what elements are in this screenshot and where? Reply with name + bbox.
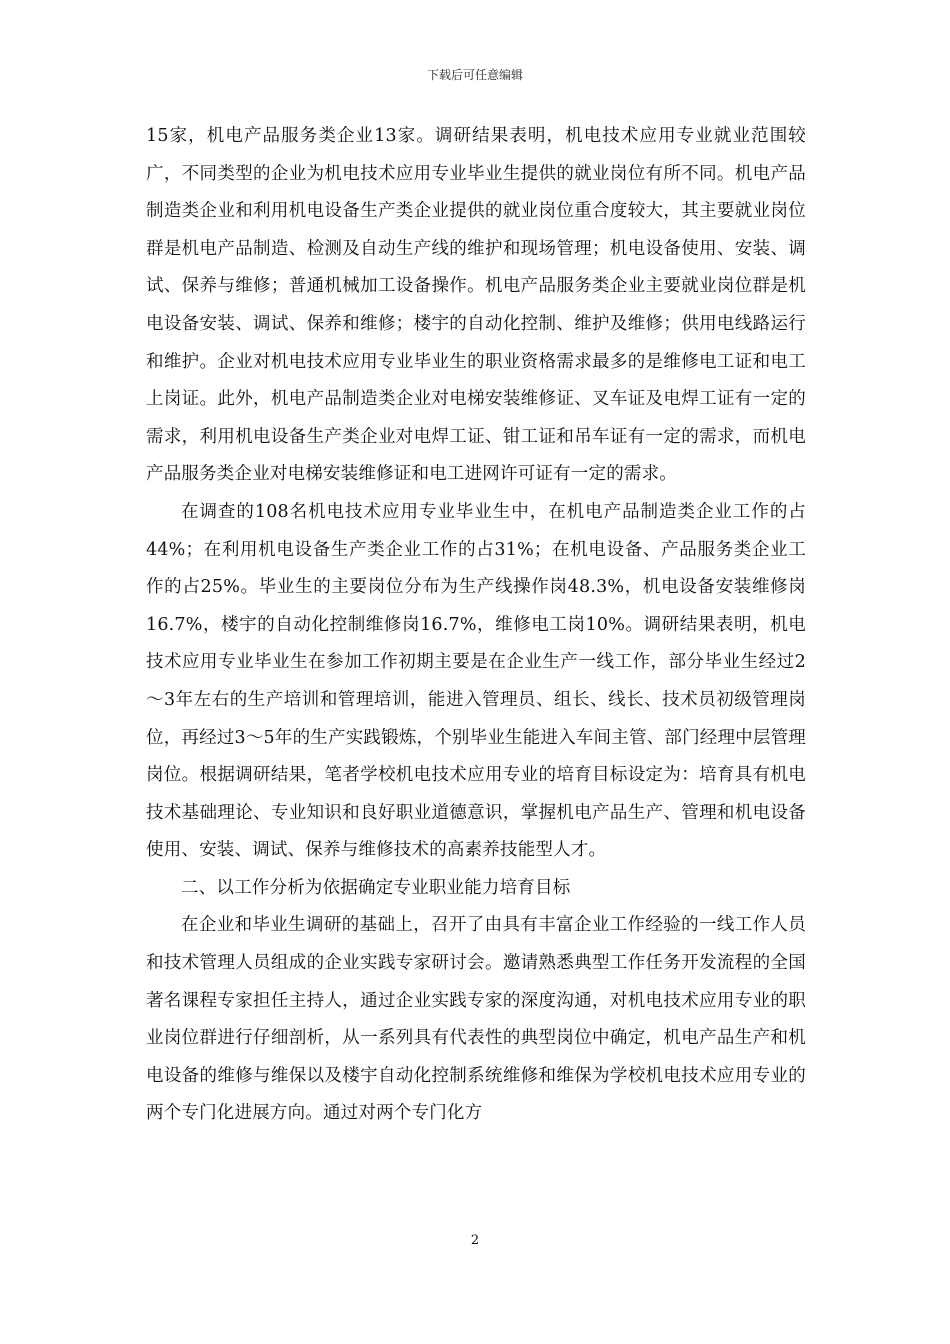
paragraph-employment-scope: 15家，机电产品服务类企业13家。调研结果表明，机电技术应用专业就业范围较广，不同类型的企业为机电技术应用专业毕业生提供的就业岗位有所不同。机电产品制造类企业和利用机电设备生产类企业提供的就业岗位重合度较大，其主要就业岗位群是机电产品制造、检测及自动生产线的维护和现场管理；机电设备使用、安装、调试、保养与维修；普通机械加工设备操作。机电产品服务类企业主要就业岗位群是机电设备安装、调试、保养和维修；楼宇的自动化控制、维护及维修；供用电线路运行和维护。企业对机电技术应用专业毕业生的职业资格需求最多的是维修电工证和电工上岗证。此外，机电产品制造类企业对电梯安装维修证、叉车证及电焊工证有一定的需求，利用机电设备生产类企业对电焊工证、钳工证和吊车证有一定的需求，而机电产品服务类企业对电梯安装维修证和电工进网许可证有一定的需求。 (146, 126, 806, 485)
paragraph-expert-workshop: 在企业和毕业生调研的基础上，召开了由具有丰富企业工作经验的一线工作人员和技术管理人员组成的企业实践专家研讨会。邀请熟悉典型工作任务开发流程的全国著名课程专家担任主持人，通过企业实践专家的深度沟通，对机电技术应用专业的职业岗位群进行仔细剖析，从一系列具有代表性的典型岗位中确定，机电产品生产和机电设备的维修与维保以及楼宇自动化控制系统维修和维保为学校机电技术应用专业的两个专门化进展方向。通过对两个专门化方 (146, 915, 806, 1124)
section-heading: 二、以工作分析为依据确定专业职业能力培育目标 (181, 877, 571, 898)
paragraph-graduate-survey: 在调查的108名机电技术应用专业毕业生中，在机电产品制造类企业工作的占44%；在利用机电设备生产类企业工作的占31%；在机电设备、产品服务类企业工作的占25%。毕业生的主要岗位分布为生产线操作岗48.3%，机电设备安装维修岗16.7%，楼宇的自动化控制维修岗16.7%，维修电工岗10%。调研结果表明，机电技术应用专业毕业生在参加工作初期主要是在企业生产一线工作，部分毕业生经过2～3年左右的生产培训和管理培训，能进入管理员、组长、线长、技术员初级管理岗位，再经过3～5年的生产实践锻炼，个别毕业生能进入车间主管、部门经理中层管理岗位。根据调研结果，笔者学校机电技术应用专业的培育目标设定为：培育具有机电技术基础理论、专业知识和良好职业道德意识，掌握机电产品生产、管理和机电设备使用、安装、调试、保养与维修技术的高素养技能型人才。 (146, 501, 806, 861)
document-body (146, 118, 806, 1133)
page-header: 下载后可任意编辑 (426, 68, 523, 82)
page-number: 2 (470, 1233, 480, 1248)
